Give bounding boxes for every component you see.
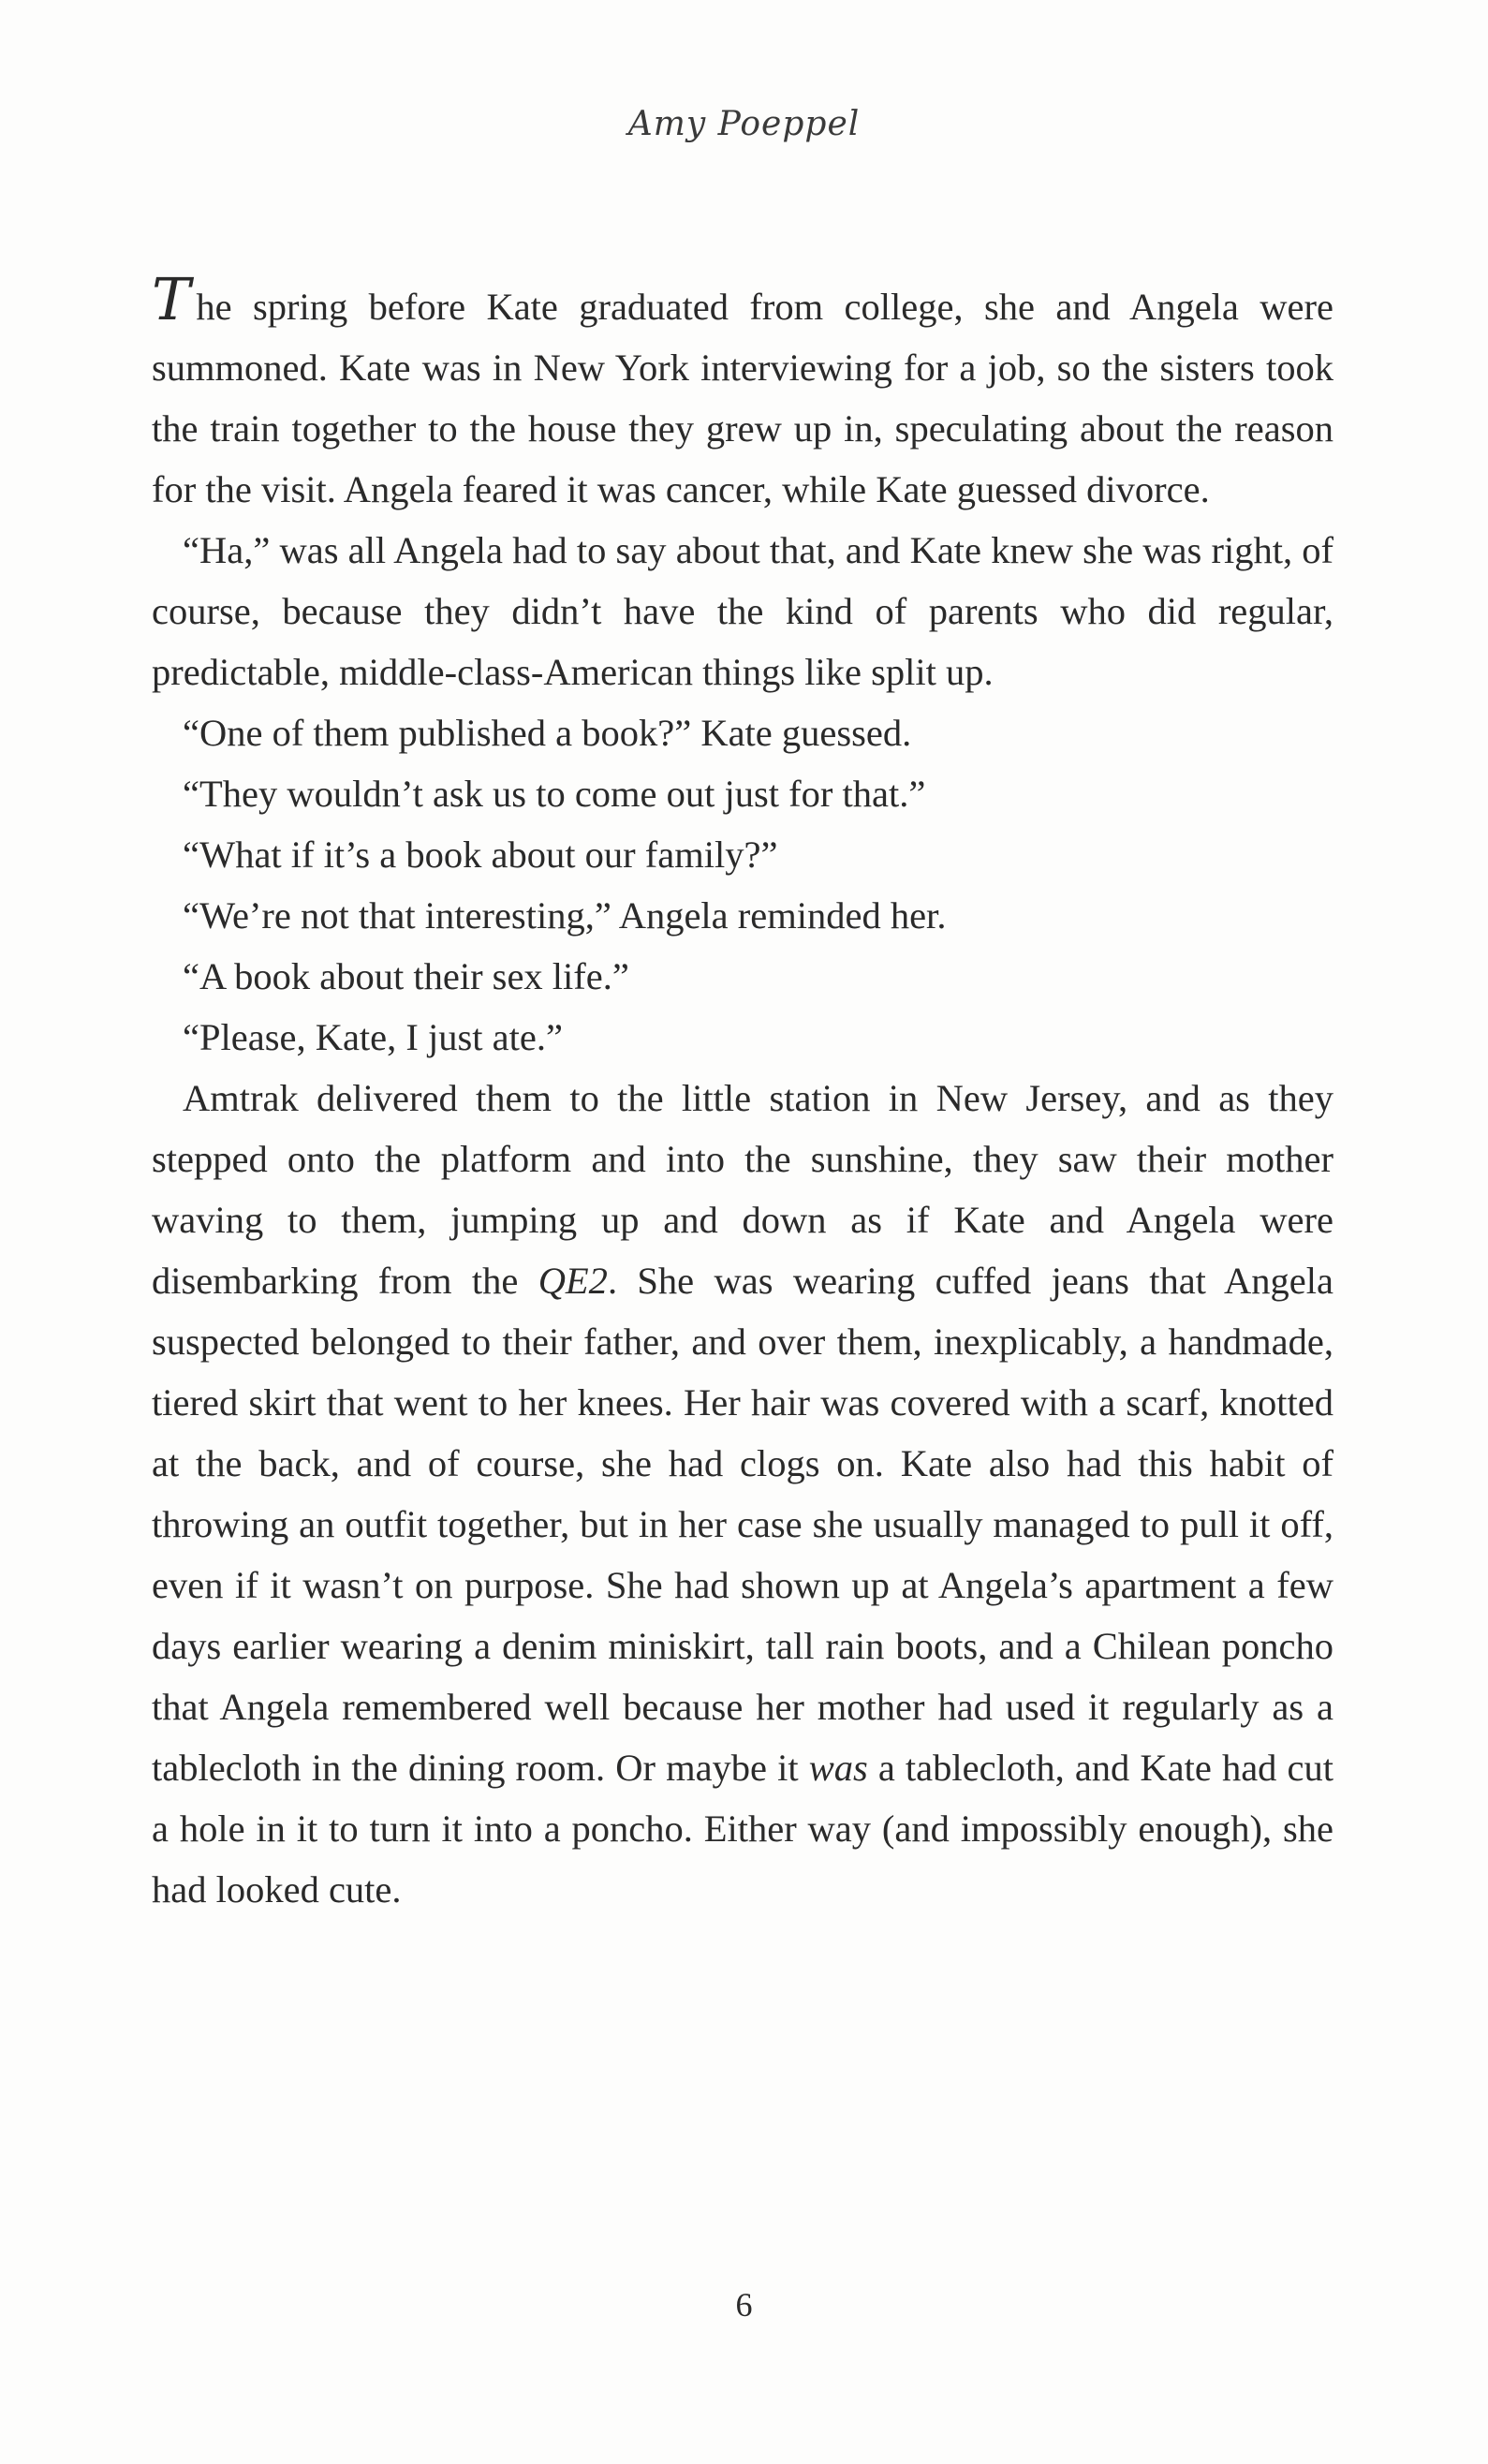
paragraph-text: . She was wearing cuffed jeans that Angela suspected belonged to their father, and over them, inexplicably, a handmade, tiered skirt that went to her knees. Her hair was covered with a scarf, knotted at the back, and of course, she had clogs on. Kate also had this habit of throwing an outfit together, but in her case she usually managed to pull it off, even if it wasn’t on purpose. She had shown up at Angela’s apartment a few days earlier wearing a denim miniskirt, tall rain boots, and a Chilean poncho that Angela remembered well because her mother had used it regularly as a tablecloth in the dining room. Or maybe it: [152, 1260, 1333, 1789]
body-text: [152, 265, 1333, 1920]
paragraph: “What if it’s a book about our family?”: [183, 834, 778, 876]
paragraph-text: Amtrak delivered them to the little station in New Jersey, and as they stepped onto the platform and into the sunshine, they saw their mother waving to them, jumping up and down as if Kate and Angela were disembarking from the: [152, 1077, 1333, 1302]
running-head-author: Amy Poeppel: [627, 105, 861, 143]
paragraph: “Ha,” was all Angela had to say about that, and Kate knew she was right, of course, because they didn’t have the kind of parents who did regular, predictable, middle-class-American things like split up.: [152, 529, 1333, 693]
page-number: 6: [735, 2286, 753, 2324]
paragraph: “They wouldn’t ask us to come out just for that.”: [183, 773, 926, 815]
paragraph: “We’re not that interesting,” Angela reminded her.: [183, 894, 947, 937]
paragraph-text: he spring before Kate graduated from college, she and Angela were summoned. Kate was in New York interviewing for a job, so the sisters took the train together to the house they grew up in, speculating about the reason for the visit. Angela feared it was cancer, while Kate guessed divorce.: [152, 286, 1333, 510]
paragraph: “Please, Kate, I just ate.”: [183, 1016, 563, 1058]
opening-paragraph: [152, 265, 1333, 520]
emphasis: was: [808, 1747, 868, 1789]
paragraph: “A book about their sex life.”: [183, 955, 629, 997]
ship-name: QE2: [538, 1260, 608, 1302]
paragraph-text: a tablecloth, and Kate had cut a hole in it to turn it into a poncho. Either way (and impossibly enough), she had looked cute.: [152, 1747, 1333, 1911]
amtrak-paragraph: [152, 1068, 1333, 1920]
drop-cap: T: [152, 265, 191, 333]
paragraph: “One of them published a book?” Kate guessed.: [183, 712, 912, 754]
